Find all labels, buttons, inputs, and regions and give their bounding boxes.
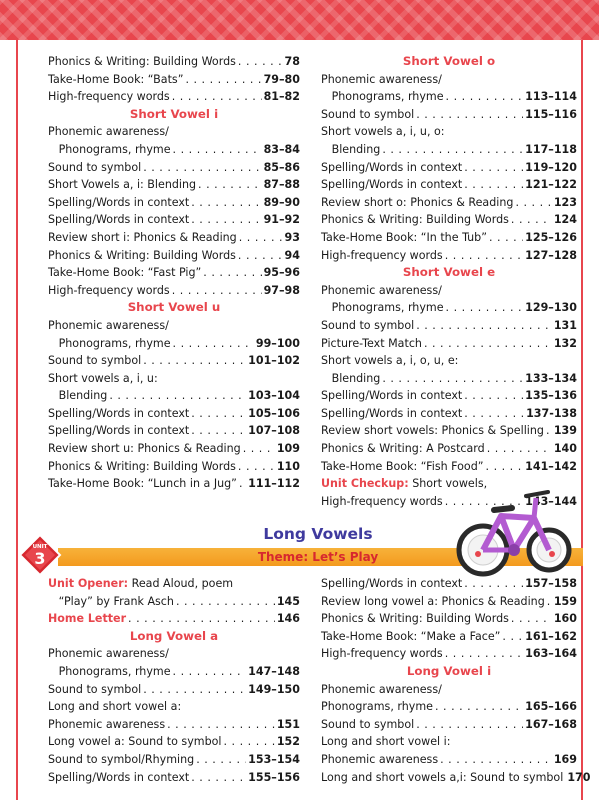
toc-page-number: 103–104 [248, 389, 300, 403]
toc-page-number: 124 [553, 213, 577, 227]
toc-right-top-column [321, 53, 577, 510]
dot-leader [382, 374, 523, 387]
toc-page-number: 152 [276, 735, 300, 749]
toc-page-number: 107–108 [248, 424, 300, 438]
toc-page-number: 163–164 [525, 647, 577, 661]
dot-leader [446, 304, 524, 317]
toc-page-number: 137-138 [526, 406, 577, 420]
toc-page-number: 91–92 [263, 213, 300, 227]
toc-entry-text: Phonemic awareness/ [48, 647, 169, 661]
toc-entry-label: Sound to symbol [321, 318, 415, 332]
dot-leader [191, 198, 261, 211]
toc-page-number: 153–154 [248, 752, 300, 766]
toc-entry-label: Review short vowels: Phonics & Spelling [321, 424, 544, 438]
toc-right-bottom-column [321, 575, 591, 786]
dot-leader [143, 685, 246, 698]
toc-entry [321, 698, 577, 716]
toc-entry-label: Phonograms, rhyme [321, 301, 444, 315]
toc-entry-label: Phonics & Writing: Building Words [48, 459, 236, 473]
toc-entry-label: Review long vowel a: Phonics & Reading [321, 594, 545, 608]
toc-entry [48, 88, 300, 106]
toc-entry [321, 593, 577, 611]
toc-entry [48, 422, 300, 440]
toc-entry [321, 458, 577, 476]
dot-leader [464, 181, 523, 194]
toc-entry-label: Sound to symbol/Rhyming [48, 752, 195, 766]
dot-leader [223, 738, 274, 751]
toc-page-number: 101–102 [248, 354, 300, 368]
toc-page-number: 139 [553, 424, 577, 438]
dot-leader [446, 93, 524, 106]
dot-leader [173, 339, 254, 352]
toc-entry-label: Sound to symbol [48, 354, 142, 368]
toc-entry [48, 663, 300, 681]
toc-entry [321, 716, 577, 734]
toc-entry-label: Phonics & Writing: Building Words [321, 612, 509, 626]
toc-page-number: 89–90 [263, 195, 300, 209]
dot-leader [382, 146, 523, 159]
toc-entry-label: Phonics & Writing: A Postcard [321, 442, 485, 456]
toc-entry [321, 229, 577, 247]
toc-page-number: 119–120 [525, 160, 577, 174]
toc-page-number: 125–126 [525, 230, 577, 244]
toc-entry-label: High-frequency words [48, 283, 170, 297]
toc-page-number: 155–156 [248, 770, 300, 784]
toc-entry [48, 440, 300, 458]
toc-page-number: 146 [276, 612, 300, 626]
toc-left-bottom-column [48, 575, 300, 786]
toc-entry-label: Take-Home Book: “Lunch in a Jug” [48, 477, 237, 491]
toc-page-number: 145 [276, 594, 300, 608]
toc-entry-label: Phonograms, rhyme [48, 336, 171, 350]
toc-entry-label: Spelling/Words in context [321, 160, 463, 174]
toc-entry-label: Picture-Text Match [321, 336, 422, 350]
dot-leader [172, 93, 262, 106]
toc-entry [48, 53, 300, 71]
toc-entry-label: Take-Home Book: “Make a Face” [321, 629, 501, 643]
toc-entry [321, 387, 577, 405]
dot-leader [109, 392, 246, 405]
toc-page-number: 95–96 [263, 266, 300, 280]
toc-entry-label: Take-Home Book: “Bats” [48, 72, 184, 86]
toc-entry [48, 229, 300, 247]
dot-leader [172, 286, 262, 299]
toc-entry-label: Spelling/Words in context [48, 770, 190, 784]
toc-page-number: 93 [284, 230, 300, 244]
unit-theme: Theme: Let’s Play [257, 550, 379, 564]
toc-entry-label: Blending [321, 371, 381, 385]
toc-entry-label: Long vowel a: Sound to symbol [48, 735, 222, 749]
toc-page-number: 109 [276, 442, 300, 456]
toc-page-number: 111–112 [248, 477, 300, 491]
toc-page-number: 165–166 [525, 700, 577, 714]
toc-page-number: 127–128 [525, 248, 577, 262]
toc-entry [321, 299, 577, 317]
dot-leader [143, 163, 261, 176]
toc-entry-label: Phonics & Writing: Building Words [48, 248, 236, 262]
toc-entry [321, 628, 577, 646]
toc-page-number: 140 [553, 442, 577, 456]
toc-entry-text: Short vowels a, i, o, u, e: [321, 354, 459, 368]
dot-leader [489, 234, 523, 247]
dot-leader [464, 392, 523, 405]
toc-entry-label: Take-Home Book: “In the Tub” [321, 230, 487, 244]
dot-leader [191, 216, 261, 229]
dot-leader [238, 251, 283, 264]
toc-left-top-column [48, 53, 300, 493]
toc-entry-label: High-frequency words [48, 90, 170, 104]
dot-leader [511, 216, 552, 229]
toc-page-number: 99–100 [255, 336, 300, 350]
toc-page-number: 161–162 [525, 629, 577, 643]
toc-page-number: 167–168 [525, 717, 577, 731]
toc-entry [48, 716, 300, 734]
toc-page-number: 135–136 [525, 389, 577, 403]
toc-page-number: 149–150 [248, 682, 300, 696]
toc-entry-label: Blending [48, 389, 108, 403]
toc-entry-label: Review short o: Phonics & Reading [321, 195, 514, 209]
toc-entry [48, 458, 300, 476]
toc-entry-label: High-frequency words [321, 647, 443, 661]
section-heading: Short Vowel o [402, 54, 496, 68]
toc-entry-label: Phonograms, rhyme [321, 700, 433, 714]
toc-entry [321, 751, 577, 769]
toc-page-number: 87–88 [263, 178, 300, 192]
section-heading: Short Vowel u [127, 300, 221, 315]
toc-entry-text: Long and short vowel a: [48, 700, 182, 714]
dot-leader [547, 597, 552, 610]
toc-page-number: 169 [553, 752, 577, 766]
unit-title: Long Vowels [263, 525, 373, 543]
toc-entry-label: “Play” by Frank Asch [48, 594, 174, 608]
toc-entry [321, 422, 577, 440]
dot-leader [238, 58, 283, 71]
toc-entry [48, 475, 300, 493]
toc-page-number: 132 [553, 336, 577, 350]
toc-entry [48, 593, 300, 611]
toc-entry-label: Phonics & Writing: Building Words [48, 55, 236, 68]
toc-entry-label: Spelling/Words in context [48, 195, 190, 209]
toc-page-number: 159 [553, 594, 577, 608]
unit-badge-icon [18, 533, 62, 577]
toc-page-number: 117–118 [525, 142, 577, 156]
toc-entry [321, 440, 577, 458]
toc-entry-label: Phonemic awareness [321, 752, 439, 766]
dot-leader [143, 357, 246, 370]
toc-page-number: 121–122 [525, 178, 577, 192]
toc-entry-text: Phonemic awareness/ [48, 318, 169, 332]
toc-entry-label: Phonemic awareness [48, 717, 166, 731]
toc-entry [321, 141, 577, 159]
toc-entry-text: Phonemic awareness/ [321, 283, 442, 297]
dot-leader [502, 632, 523, 645]
toc-entry [48, 405, 300, 423]
section-heading: Long Vowel a [129, 628, 219, 643]
dot-leader [173, 146, 262, 159]
toc-entry [321, 769, 591, 787]
dot-leader [416, 322, 552, 335]
toc-entry [321, 194, 577, 212]
dot-leader [203, 269, 261, 282]
unit-badge-label: UNIT [32, 544, 48, 550]
toc-entry [48, 282, 300, 300]
toc-page-number: 131 [553, 318, 577, 332]
toc-entry-red-label: Unit Checkup: [321, 477, 409, 491]
section-heading: Short Vowel i [129, 106, 219, 121]
toc-page-number: 113–114 [525, 90, 577, 104]
toc-entry-label: Home Letter [48, 612, 127, 626]
toc-page-number: 170 [567, 770, 591, 784]
toc-entry [48, 335, 300, 353]
dot-leader [464, 409, 524, 422]
toc-entry [321, 645, 577, 663]
toc-entry-text: Short vowels a, i, u, o: [321, 125, 445, 139]
dot-leader [167, 720, 275, 733]
toc-entry-text: Phonemic awareness/ [321, 682, 442, 696]
toc-page-number: 133–134 [525, 371, 577, 385]
toc-entry-label: Phonograms, rhyme [48, 664, 171, 678]
dot-leader [511, 615, 552, 628]
toc-entry [321, 575, 577, 593]
toc-entry-label: Spelling/Words in context [321, 178, 463, 192]
toc-entry [321, 405, 577, 423]
top-banner [0, 0, 599, 40]
toc-entry-text: Long and short vowel i: [321, 735, 451, 749]
toc-entry [48, 176, 300, 194]
section-heading: Short Vowel e [402, 265, 496, 280]
toc-entry-text: Short vowels a, i, u: [48, 371, 158, 385]
dot-leader [176, 597, 275, 610]
dot-leader [191, 409, 246, 422]
toc-entry-label: Spelling/Words in context [321, 406, 463, 420]
toc-entry-label: Sound to symbol [321, 107, 415, 121]
toc-entry-label: Phonograms, rhyme [48, 142, 171, 156]
dot-leader [239, 234, 283, 247]
dot-leader [238, 462, 275, 475]
dot-leader [239, 480, 246, 493]
toc-page-number: 85–86 [263, 160, 300, 174]
toc-page-number: 97–98 [263, 283, 300, 297]
toc-entry [321, 176, 577, 194]
dot-leader [196, 756, 246, 769]
dot-leader [243, 445, 275, 458]
toc-page-number: 143–144 [525, 494, 577, 508]
toc-entry-label: Spelling/Words in context [48, 213, 190, 227]
toc-entry-label: Phonograms, rhyme [321, 90, 444, 104]
toc-entry [321, 370, 577, 388]
toc-entry [321, 159, 577, 177]
toc-entry [321, 335, 577, 353]
dot-leader [416, 720, 523, 733]
dot-leader [416, 110, 523, 123]
toc-entry-label: Long and short vowels a,i: Sound to symbol [321, 770, 564, 784]
toc-entry [48, 159, 300, 177]
dot-leader [173, 668, 247, 681]
toc-entry [321, 317, 577, 335]
toc-page-number: 115–116 [525, 107, 577, 121]
toc-entry [48, 141, 300, 159]
toc-entry-red-label: Unit Opener: [48, 577, 129, 590]
toc-entry-label: Take-Home Book: “Fish Food” [321, 459, 484, 473]
toc-entry [48, 769, 300, 787]
toc-entry-label: Sound to symbol [321, 717, 415, 731]
toc-entry [48, 264, 300, 282]
toc-page-number: 78 [284, 55, 300, 68]
toc-entry-label: Spelling/Words in context [48, 406, 190, 420]
toc-entry-label: Phonics & Writing: Building Words [321, 213, 509, 227]
toc-page-number: 123 [553, 195, 577, 209]
toc-entry [321, 610, 577, 628]
toc-entry-label: Spelling/Words in context [48, 424, 190, 438]
toc-entry [48, 71, 300, 89]
dot-leader [445, 251, 523, 264]
toc-entry [48, 352, 300, 370]
toc-entry [321, 106, 577, 124]
toc-page-number: 151 [276, 717, 300, 731]
toc-entry-label: Short vowels, [408, 477, 488, 491]
dot-leader [487, 445, 552, 458]
toc-entry-label: Take-Home Book: “Fast Pig” [48, 266, 202, 280]
toc-page-number: 141–142 [525, 459, 577, 473]
toc-entry-label: Read Aloud, poem [128, 577, 234, 590]
toc-entry [48, 681, 300, 699]
dot-leader [424, 339, 552, 352]
toc-entry [48, 610, 300, 628]
toc-page-number: 129–130 [525, 301, 577, 315]
toc-entry-label: Review short u: Phonics & Reading [48, 442, 241, 456]
toc-entry-label: Sound to symbol [48, 682, 142, 696]
dot-leader [464, 163, 523, 176]
toc-entry-label: Spelling/Words in context [321, 577, 463, 590]
dot-leader [515, 198, 551, 211]
toc-entry-label: Short Vowels a, i: Blending [48, 178, 197, 192]
toc-page-number: 79–80 [263, 72, 300, 86]
toc-page-number: 147–148 [248, 664, 300, 678]
dot-leader [440, 756, 552, 769]
toc-entry-label: High-frequency words [321, 248, 443, 262]
toc-entry [48, 387, 300, 405]
dot-leader [464, 580, 523, 593]
dot-leader [191, 427, 246, 440]
toc-entry-label: Blending [321, 142, 381, 156]
toc-entry [48, 247, 300, 265]
toc-entry-label: Review short i: Phonics & Reading [48, 230, 237, 244]
dot-leader [198, 181, 262, 194]
dot-leader [486, 462, 524, 475]
toc-entry-text: Phonemic awareness/ [48, 125, 169, 139]
toc-entry [321, 211, 577, 229]
toc-entry-label: High-frequency words [321, 494, 443, 508]
toc-page-number: 94 [284, 248, 300, 262]
toc-page-number: 81–82 [263, 90, 300, 104]
dot-leader [128, 615, 275, 628]
toc-entry-label: Sound to symbol [48, 160, 142, 174]
dot-leader [435, 703, 523, 716]
dot-leader [445, 650, 523, 663]
toc-entry-text [48, 575, 300, 593]
toc-page-number: 83–84 [263, 142, 300, 156]
toc-entry-text: Phonemic awareness/ [321, 72, 442, 86]
unit-number: 3 [34, 549, 46, 568]
toc-entry [48, 733, 300, 751]
toc-entry [321, 88, 577, 106]
dot-leader [185, 75, 261, 88]
toc-page-number: 105–106 [248, 406, 300, 420]
bicycle-illustration [456, 484, 574, 580]
dot-leader [191, 773, 246, 786]
toc-entry [321, 247, 577, 265]
dot-leader [546, 427, 552, 440]
toc-entry [48, 194, 300, 212]
toc-entry-label: Spelling/Words in context [321, 389, 463, 403]
toc-page-number: 110 [276, 459, 300, 473]
toc-entry [48, 211, 300, 229]
toc-page-number: 157–158 [525, 577, 577, 590]
toc-entry [48, 751, 300, 769]
section-heading: Long Vowel i [406, 663, 492, 678]
toc-page-number: 160 [553, 612, 577, 626]
